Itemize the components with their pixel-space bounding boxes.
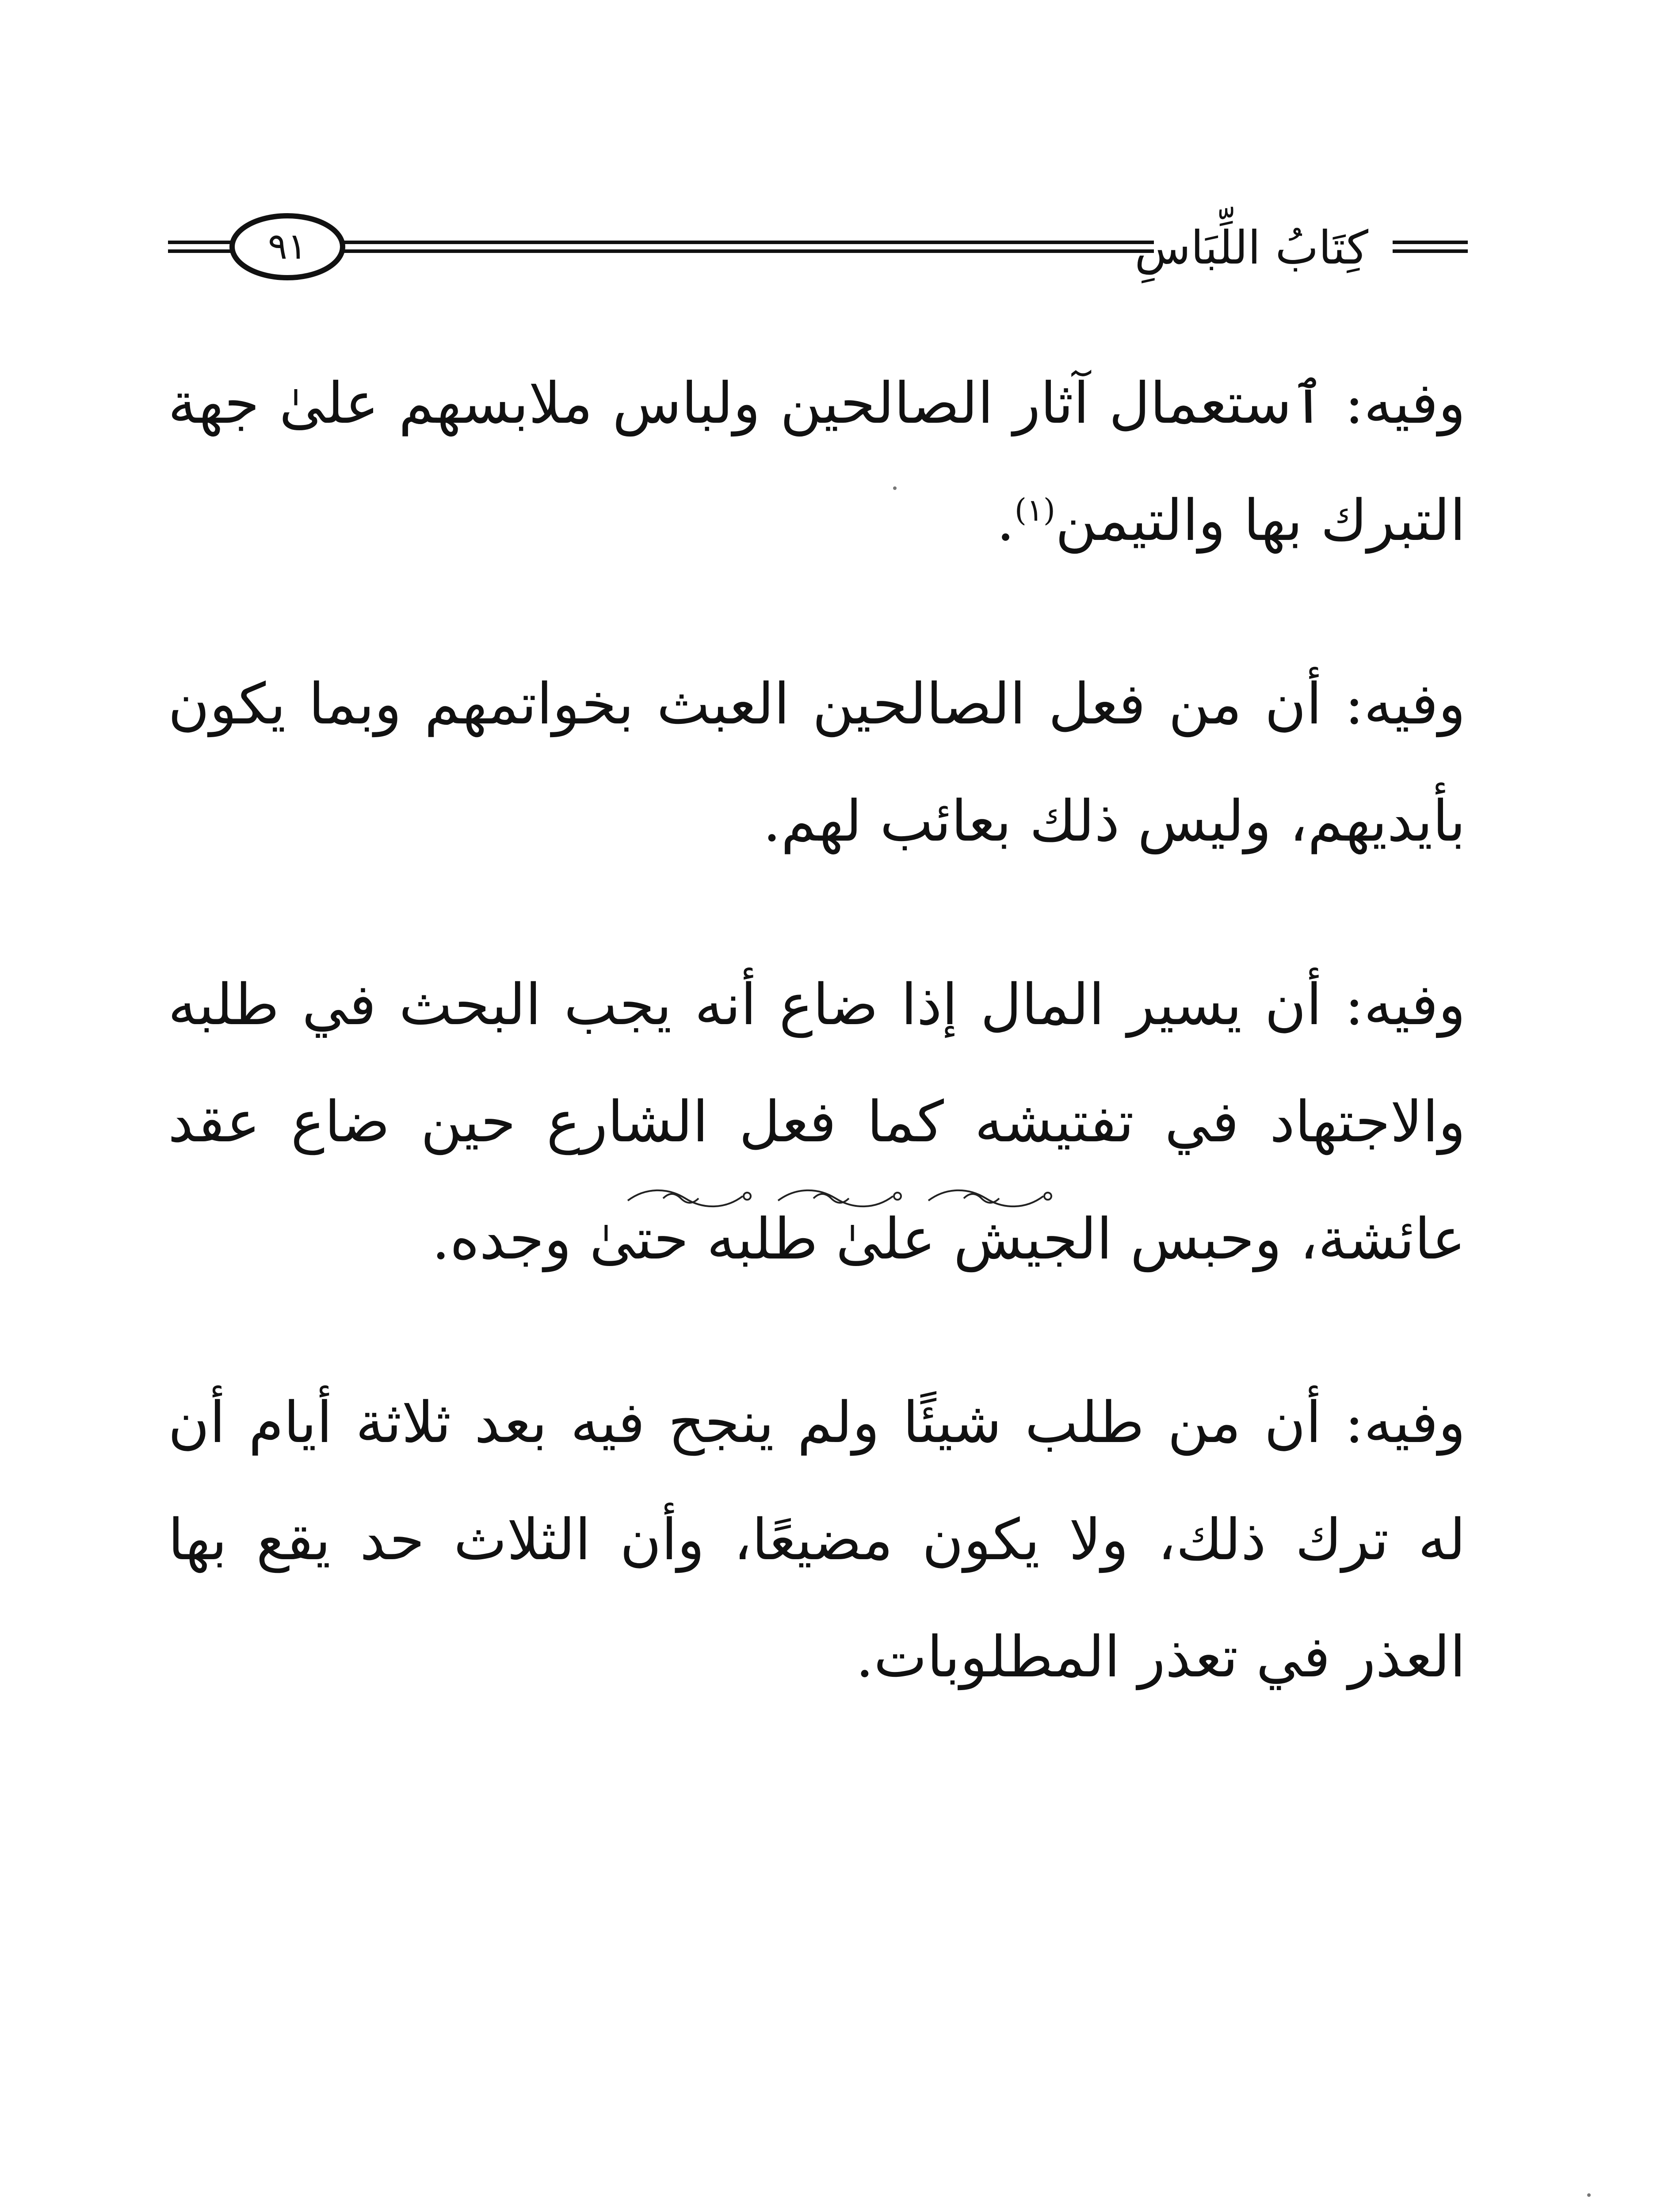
paragraph [168,345,1466,579]
page-header [168,208,1468,287]
paragraph [168,1364,1466,1716]
paragraph [168,946,1466,1298]
footnote-reference: (١) [1014,492,1055,528]
page-number: ٩١ [267,226,307,268]
paragraph-text: وفيه: ٱستعمال آثار الصالحين ولباس ملابسهم علىٰ جهة التبرك بها والتيمن [168,371,1466,554]
scan-speck [1587,2193,1591,2197]
paragraph [168,646,1466,880]
section-end-ornament [619,1185,1061,1212]
running-title: كِتَابُ اللِّبَاسِ [1134,221,1368,275]
paragraph-text: وفيه: أن من فعل الصالحين العبث بخواتمهم وبما يكون بأيديهم، وليس ذلك بعائب لهم. [168,671,1466,854]
paragraph-text: وفيه: أن يسير المال إذا ضاع أنه يجب البحث في طلبه والاجتهاد في تفتيشه كما فعل الشارع حين ضاع عقد عائشة، وحبس الجيش علىٰ طلبه حتىٰ وجده. [168,972,1466,1272]
scan-speck [893,486,897,490]
main-text [168,345,1466,1782]
paragraph-tail: . [997,488,1015,554]
paragraph-text: وفيه: أن من طلب شيئًا ولم ينجح فيه بعد ثلاثة أيام أن له ترك ذلك، ولا يكون مضيعًا، وأن الثلاث حد يقع بها العذر في تعذر المطلوبات. [168,1390,1466,1690]
